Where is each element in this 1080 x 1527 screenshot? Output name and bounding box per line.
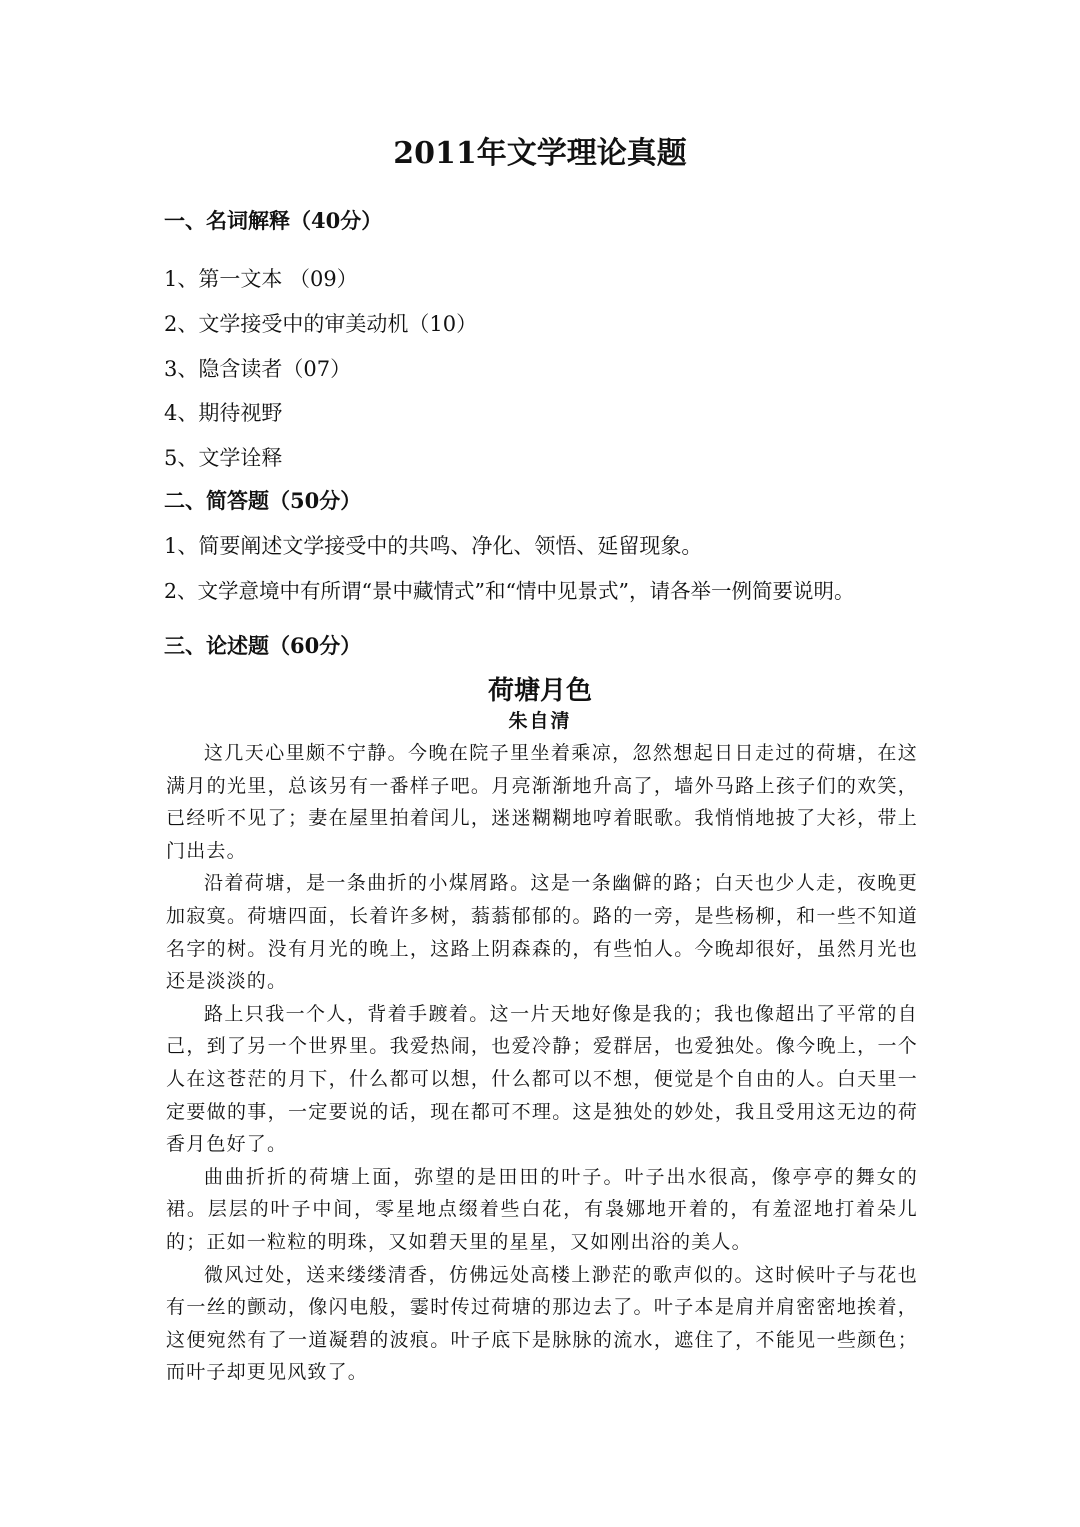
- list-item: 3、隐含读者（07）: [164, 357, 352, 381]
- list-item: 4、期待视野: [164, 401, 283, 425]
- list-item: 1、简要阐述文学接受中的共鸣、净化、领悟、延留现象。: [164, 534, 703, 558]
- list-item: 2、文学意境中有所谓“景中藏情式”和“情中见景式”，请各举一例简要说明。: [164, 579, 855, 603]
- section-heading-2: 二、简答题（50分）: [164, 488, 362, 513]
- list-item: 2、文学接受中的审美动机（10）: [164, 312, 478, 336]
- essay-paragraph: 沿着荷塘，是一条曲折的小煤屑路。这是一条幽僻的路；白天也少人走，夜晚更加寂寞。荷塘四面，长着许多树，蓊蓊郁郁的。路的一旁，是些杨柳，和一些不知道名字的树。没有月光的晚上，这路上阴森森的，有些怕人。今晚却很好，虽然月光也还是淡淡的。: [166, 872, 918, 993]
- essay-paragraph: 路上只我一个人，背着手踱着。这一片天地好像是我的；我也像超出了平常的自己，到了另一个世界里。我爱热闹，也爱冷静；爱群居，也爱独处。像今晚上，一个人在这苍茫的月下，什么都可以想，什么都可以不想，便觉是个自由的人。白天里一定要做的事，一定要说的话，现在都可不理。这是独处的妙处，我且受用这无边的荷香月色好了。: [166, 1002, 918, 1156]
- essay-author: 朱自清: [508, 710, 572, 732]
- list-item: 1、第一文本 （09）: [164, 267, 358, 291]
- section-heading-1: 一、名词解释（40分）: [164, 208, 383, 233]
- list-item: 5、文学诠释: [164, 446, 283, 470]
- document-title: 2011年文学理论真题: [393, 136, 687, 171]
- essay-paragraph: 曲曲折折的荷塘上面，弥望的是田田的叶子。叶子出水很高，像亭亭的舞女的裙。层层的叶子中间，零星地点缀着些白花，有袅娜地开着的，有羞涩地打着朵儿的；正如一粒粒的明珠，又如碧天里的星星，又如刚出浴的美人。: [166, 1165, 918, 1253]
- essay-paragraph: 这几天心里颇不宁静。今晚在院子里坐着乘凉，忽然想起日日走过的荷塘，在这满月的光里，总该另有一番样子吧。月亮渐渐地升高了，墙外马路上孩子们的欢笑，已经听不见了；妻在屋里拍着闰儿，迷迷糊糊地哼着眠歌。我悄悄地披了大衫，带上门出去。: [166, 742, 918, 862]
- essay-body: [166, 737, 918, 1389]
- essay-title: 荷塘月色: [487, 676, 592, 706]
- section-heading-3: 三、论述题（60分）: [164, 633, 362, 658]
- essay-paragraph: 微风过处，送来缕缕清香，仿佛远处高楼上渺茫的歌声似的。这时候叶子与花也有一丝的颤动，像闪电般，霎时传过荷塘的那边去了。叶子本是肩并肩密密地挨着，这便宛然有了一道凝碧的波痕。叶子底下是脉脉的流水，遮住了，不能见一些颜色；而叶子却更见风致了。: [166, 1263, 918, 1384]
